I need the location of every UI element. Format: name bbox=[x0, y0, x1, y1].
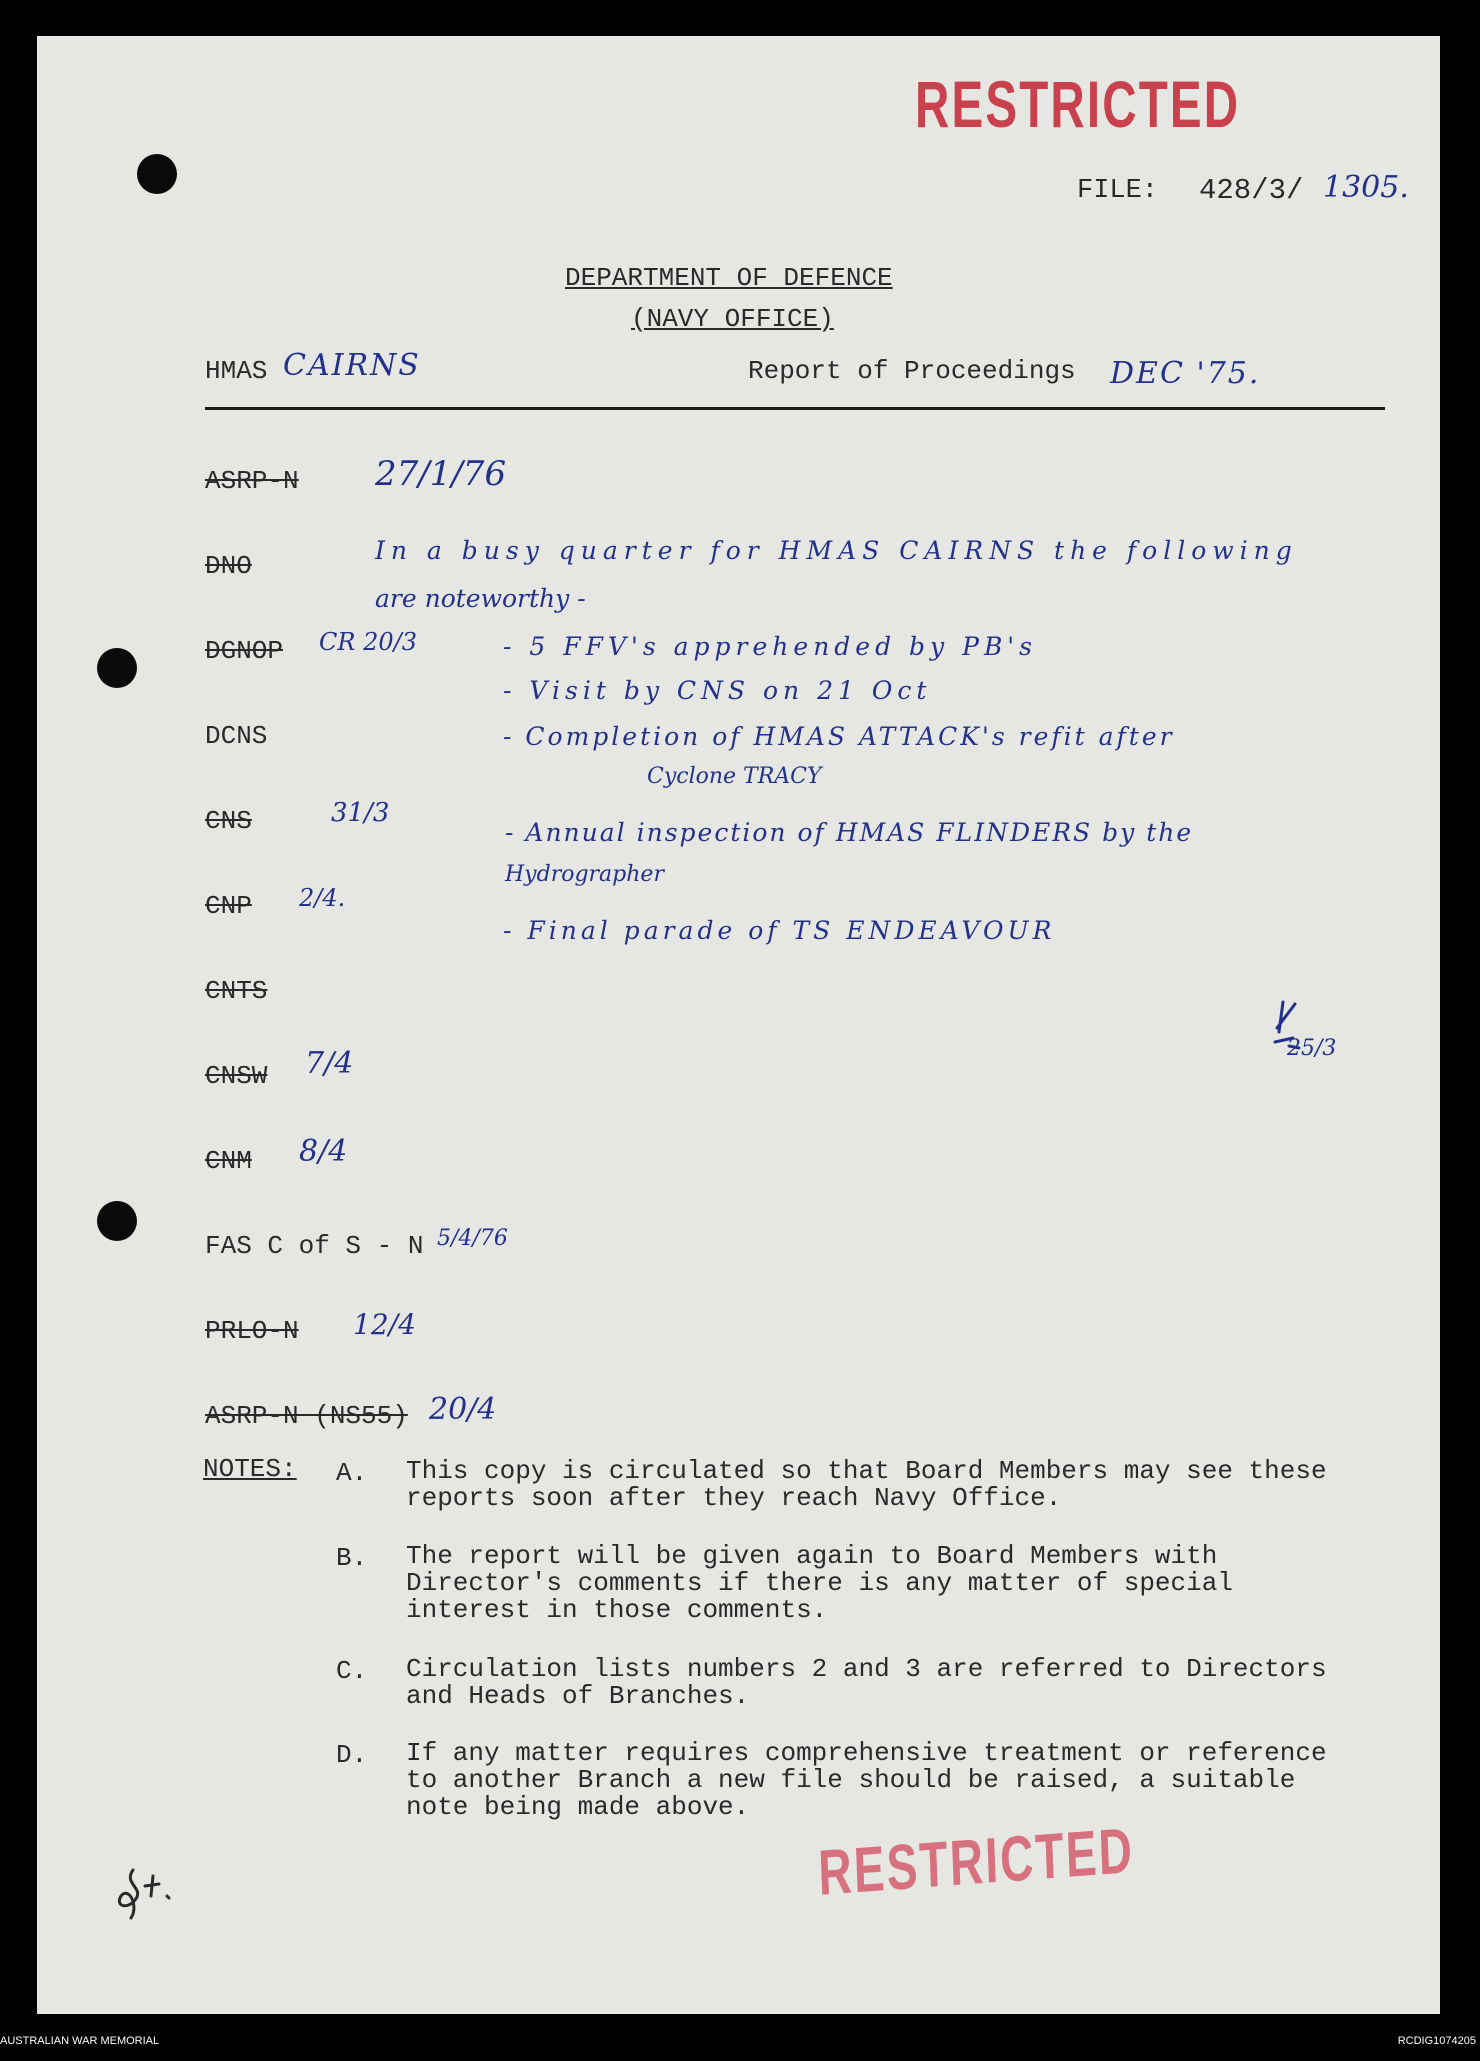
distribution-code: CNP bbox=[205, 891, 252, 921]
distribution-code: DGNOP bbox=[205, 636, 284, 666]
note-b bbox=[336, 1543, 1376, 1628]
minute-intro-line1: In a busy quarter for HMAS CAIRNS the following bbox=[375, 536, 1298, 565]
distribution-mark: 5/4/76 bbox=[437, 1226, 508, 1251]
minute-item: - 5 FFV's apprehended by PB's bbox=[503, 632, 1038, 661]
office-heading: (NAVY OFFICE) bbox=[631, 304, 834, 334]
header-rule bbox=[205, 407, 1385, 410]
minute-intro-line2: are noteworthy - bbox=[375, 584, 586, 613]
file-number: 428/3/ bbox=[1199, 174, 1304, 207]
footer-record-id: RCDIG1074205 bbox=[1397, 2035, 1476, 2047]
restricted-stamp-bottom: RESTRICTED bbox=[817, 1814, 1136, 1909]
minute-item: - Visit by CNS on 21 Oct bbox=[503, 676, 932, 705]
minute-item: - Completion of HMAS ATTACK's refit after bbox=[503, 722, 1175, 751]
report-label: Report of Proceedings bbox=[748, 356, 1076, 386]
footer-archive-label: AUSTRALIAN WAR MEMORIAL bbox=[0, 2035, 160, 2047]
distribution-mark: 8/4 bbox=[299, 1134, 348, 1169]
punch-hole-bottom bbox=[97, 1201, 137, 1241]
distribution-code: FAS C of S - N bbox=[205, 1231, 424, 1261]
minute-signoff: 25/3 bbox=[1287, 1036, 1337, 1061]
distribution-code: CNSW bbox=[205, 1061, 268, 1091]
note-text: If any matter requires comprehensive treatment or reference to another Branch a new file should be raised, a suitable note being made above. bbox=[406, 1738, 1327, 1822]
note-letter: C. bbox=[336, 1656, 368, 1686]
note-letter: D. bbox=[336, 1740, 368, 1770]
note-d bbox=[336, 1740, 1376, 1825]
punch-hole-middle bbox=[97, 648, 137, 688]
note-letter: B. bbox=[336, 1543, 368, 1573]
note-letter: A. bbox=[336, 1458, 368, 1488]
notes-label: NOTES: bbox=[203, 1454, 297, 1484]
distribution-code: DCNS bbox=[205, 721, 268, 751]
file-label: FILE: bbox=[1077, 176, 1159, 206]
distribution-mark: 20/4 bbox=[429, 1392, 497, 1427]
distribution-code: ASRP-N bbox=[205, 466, 299, 496]
punch-hole-top bbox=[137, 154, 177, 194]
distribution-code: CNS bbox=[205, 806, 252, 836]
note-text: This copy is circulated so that Board Members may see these reports soon after they reach Navy Office. bbox=[406, 1456, 1327, 1513]
minute-item: Cyclone TRACY bbox=[647, 764, 822, 789]
ship-label: HMAS bbox=[205, 356, 268, 386]
distribution-mark: CR 20/3 bbox=[319, 628, 417, 656]
distribution-code: PRLO-N bbox=[205, 1316, 299, 1346]
bottom-initials-signature bbox=[105, 1866, 185, 1926]
minute-item: - Final parade of TS ENDEAVOUR bbox=[503, 916, 1056, 945]
distribution-code: DNO bbox=[205, 551, 252, 581]
distribution-code: CNM bbox=[205, 1146, 252, 1176]
initials-signature bbox=[1269, 998, 1305, 1058]
ship-name-handwritten: CAIRNS bbox=[283, 348, 421, 383]
distribution-mark: 31/3 bbox=[331, 798, 390, 828]
department-heading: DEPARTMENT OF DEFENCE bbox=[565, 263, 893, 293]
note-text: Circulation lists numbers 2 and 3 are referred to Directors and Heads of Branches. bbox=[406, 1654, 1327, 1711]
restricted-stamp-top: RESTRICTED bbox=[915, 67, 1241, 141]
note-text: The report will be given again to Board Members with Director's comments if there is any matter of special interest in those comments. bbox=[406, 1541, 1233, 1625]
distribution-mark: 2/4. bbox=[299, 884, 346, 912]
note-c bbox=[336, 1656, 1376, 1716]
distribution-mark: 27/1/76 bbox=[375, 454, 507, 494]
distribution-mark: 7/4 bbox=[305, 1046, 354, 1081]
file-number-handwritten: 1305. bbox=[1323, 170, 1409, 205]
document-page bbox=[37, 36, 1440, 2014]
note-a bbox=[336, 1458, 1376, 1518]
minute-item: Hydrographer bbox=[505, 862, 664, 887]
distribution-code: CNTS bbox=[205, 976, 268, 1006]
report-date-handwritten: DEC '75. bbox=[1110, 356, 1261, 391]
distribution-mark: 12/4 bbox=[353, 1308, 416, 1341]
distribution-code: ASRP-N (NS55) bbox=[205, 1401, 408, 1431]
minute-item: - Annual inspection of HMAS FLINDERS by the bbox=[505, 818, 1194, 847]
